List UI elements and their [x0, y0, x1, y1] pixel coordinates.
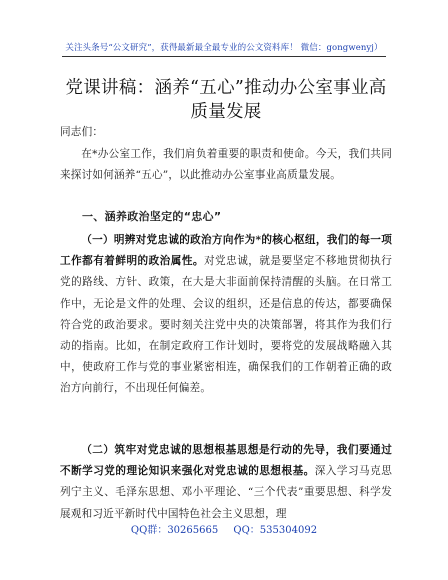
footer-qq-number: QQ：535304092	[233, 525, 318, 536]
paragraph-2	[60, 440, 392, 525]
footer-qq-group: QQ群：30265665	[130, 525, 219, 536]
intro-paragraph: 在*办公室工作，我们肩负着重要的职责和使命。今天，我们共同来探讨如何涵养“五心”，以此推动办公室事业高质量发展。	[60, 148, 392, 182]
paragraph-1	[60, 230, 392, 400]
footer-contact	[0, 521, 448, 536]
paragraph-1-body: 对党忠诚，就是要坚定不移地贯彻执行党的路线、方针、政策，在大是大非面前保持清醒的头脑。在日常工作中，无论是文件的处理、会议的组织，还是信息的传达，都要确保符合党的政治要求。要时刻关注党中央的决策部署，将其作为我们行动的指南。比如，在制定政府工作计划时，要将党的发展战略融入其中，使政府工作与党的事业紧密相连，确保我们的工作朝着正确的政治方向前行，不出现任何偏差。	[60, 255, 392, 395]
section-heading-1: 一、涵养政治坚定的“忠心”	[82, 210, 222, 223]
salutation: 同志们：	[60, 126, 104, 138]
paragraph-1-bold-lead: （一）明辨对党忠诚的政治方向作为*的核心枢纽，我们的每一项工作都有着鲜明的政治属性。	[60, 234, 392, 268]
page-title: 党课讲稿：涵养“五心”推动办公室事业高质量发展	[65, 78, 387, 122]
header-promo-note: 关注头条号“公文研究”，获得最新最全最专业的公文资料库！ 微信：gongwenyj）	[65, 43, 383, 53]
header-divider	[62, 56, 386, 57]
paragraph-2-bold-lead: （二）筑牢对党忠诚的思想根基思想是行动的先导，我们要通过不断学习党的理论知识来强化对党忠诚的思想根基。	[60, 444, 392, 478]
paragraph-2-body: 深入学习马克思列宁主义、毛泽东思想、邓小平理论、“三个代表”重要思想、科学发展观和习近平新时代中国特色社会主义思想，理	[60, 465, 392, 520]
